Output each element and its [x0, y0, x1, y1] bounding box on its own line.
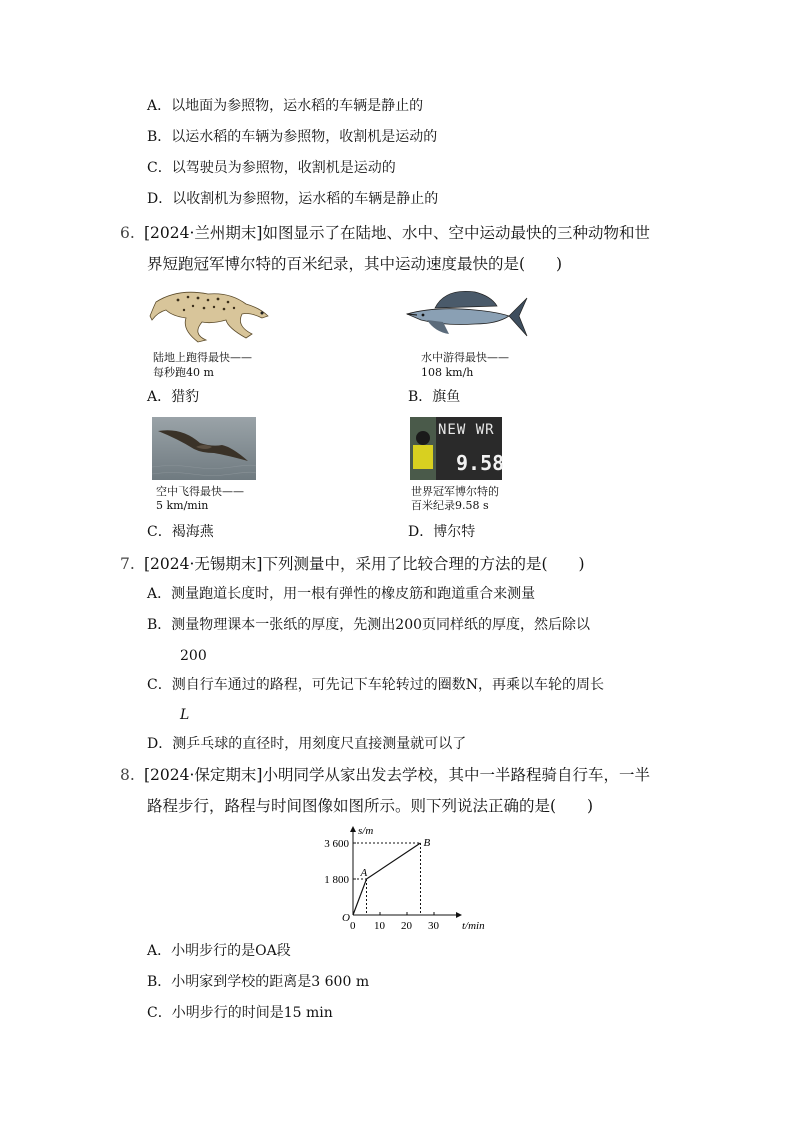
q8-stem-line2: 路程步行，路程与时间图像如图所示。则下列说法正确的是( ): [147, 797, 594, 815]
x-tick-label: 20: [401, 920, 412, 932]
q7-option-b-line1: B．测量物理课本一张纸的厚度，先测出200页同样纸的厚度，然后除以: [147, 617, 591, 633]
q8-option-b: B．小明家到学校的距离是3 600 m: [147, 974, 370, 990]
q7-option-b-line2: 200: [180, 648, 207, 664]
y-tick-label: 3 600: [324, 838, 349, 850]
y-tick-label: 1 800: [324, 874, 349, 886]
x-axis-arrow: [456, 912, 462, 918]
q6-stem-line1: [2024·兰州期末]如图显示了在陆地、水中、空中运动最快的三种动物和世: [144, 224, 650, 242]
cheetah-image: [148, 282, 273, 346]
x-tick-label: 30: [428, 920, 439, 932]
q7-option-c-line2: L: [180, 707, 190, 723]
q6-b-caption-1: 水中游得最快——: [421, 351, 509, 364]
q8-number: 8.: [120, 766, 135, 784]
q6-a-caption-1: 陆地上跑得最快——: [153, 351, 252, 364]
q5-option-d: D．以收割机为参照物，运水稻的车辆是静止的: [147, 191, 439, 207]
series-line: [353, 843, 421, 915]
q5-option-c: C．以驾驶员为参照物，收割机是运动的: [147, 160, 396, 176]
point-a-label: A: [360, 867, 368, 879]
q8-option-a: A．小明步行的是OA段: [147, 943, 291, 959]
q6-c-caption-1: 空中飞得最快——: [156, 485, 244, 498]
timing-board-image: [410, 417, 505, 480]
q6-option-a: A．猎豹: [147, 389, 200, 405]
q6-d-caption-1: 世界冠军博尔特的: [411, 485, 499, 498]
q6-stem-line2: 界短跑冠军博尔特的百米纪录，其中运动速度最快的是( ): [147, 255, 563, 273]
y-axis-arrow: [350, 826, 356, 832]
y-axis-label: s/m: [358, 825, 374, 837]
q6-option-d: D．博尔特: [408, 524, 476, 540]
distance-time-chart: [310, 822, 485, 937]
petrel-image: [152, 417, 256, 480]
x-axis-label: t/min: [462, 920, 485, 932]
q6-c-caption-2: 5 km/min: [156, 499, 209, 512]
q5-option-a: A．以地面为参照物，运水稻的车辆是静止的: [147, 98, 424, 114]
q7-number: 7.: [120, 555, 135, 573]
q7-stem: [2024·无锡期末]下列测量中，采用了比较合理的方法的是( ): [144, 555, 585, 573]
q6-b-caption-2: 108 km/h: [421, 366, 474, 379]
q6-option-c: C．褐海燕: [147, 524, 214, 540]
q8-stem-line1: [2024·保定期末]小明同学从家出发去学校，其中一半路程骑自行车，一半: [144, 766, 650, 784]
q7-option-d: D．测乒乓球的直径时，用刻度尺直接测量就可以了: [147, 736, 467, 752]
q7-option-c-line1: C．测自行车通过的路程，可先记下车轮转过的圈数N，再乘以车轮的周长: [147, 677, 604, 693]
x-tick-label: 0: [350, 920, 356, 932]
board-top-text: NEW WR: [438, 422, 495, 438]
q6-number: 6.: [120, 224, 135, 242]
x-tick-label: 10: [374, 920, 385, 932]
sailfish-image: [405, 284, 530, 346]
q7-option-a: A．测量跑道长度时，用一根有弹性的橡皮筋和跑道重合来测量: [147, 586, 536, 602]
q6-option-b: B．旗鱼: [408, 389, 461, 405]
q8-option-c: C．小明步行的时间是15 min: [147, 1005, 333, 1021]
q6-a-caption-2: 每秒跑40 m: [153, 366, 214, 379]
q5-option-b: B．以运水稻的车辆为参照物，收割机是运动的: [147, 129, 438, 145]
point-b-label: B: [423, 837, 431, 849]
q6-d-caption-2: 百米纪录9.58 s: [411, 499, 489, 512]
origin-label: O: [342, 912, 350, 924]
board-bottom-text: 9.58: [456, 451, 505, 475]
